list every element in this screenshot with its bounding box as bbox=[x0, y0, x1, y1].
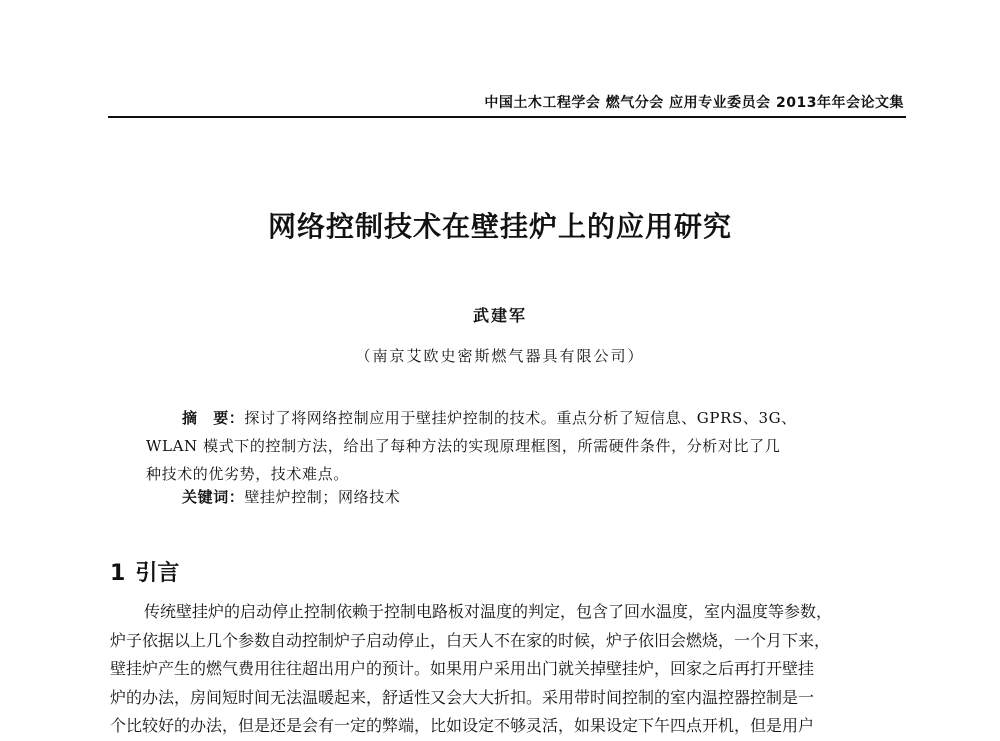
author-name: 武建军 bbox=[472, 306, 527, 325]
body-line: 个比较好的办法，但是还是会有一定的弊端，比如设定不够灵活，如果设定下午四点开机，但是用户 bbox=[110, 716, 815, 735]
abstract bbox=[146, 404, 886, 488]
paper-title: 网络控制技术在壁挂炉上的应用研究 bbox=[267, 210, 732, 243]
section-heading bbox=[110, 556, 179, 587]
header-rule bbox=[108, 116, 906, 118]
body-line: 炉子依据以上几个参数自动控制炉子启动停止，白天人不在家的时候，炉子依旧会燃烧，一个月下来， bbox=[110, 630, 831, 650]
abstract-label: 摘 要： bbox=[182, 409, 245, 427]
body-line: 炉的办法，房间短时间无法温暖起来，舒适性又会大大折扣。采用带时间控制的室内温控器控制是一 bbox=[110, 687, 815, 707]
keywords bbox=[182, 486, 400, 507]
section-title: 引言 bbox=[135, 561, 180, 586]
running-header: 中国土木工程学会 燃气分会 应用专业委员会 2013年年会论文集 bbox=[484, 95, 904, 111]
author-affiliation: （南京艾欧史密斯燃气器具有限公司） bbox=[355, 347, 645, 365]
abstract-line-2: WLAN 模式下的控制方法，给出了每种方法的实现原理框图，所需硬件条件，分析对比了几 bbox=[146, 437, 781, 455]
keywords-label: 关键词： bbox=[182, 488, 245, 506]
section-number: 1 bbox=[110, 561, 126, 586]
abstract-line-1 bbox=[146, 404, 886, 432]
abstract-text: 探讨了将网络控制应用于壁挂炉控制的技术。重点分析了短信息、GPRS、3G、 bbox=[244, 409, 797, 427]
body-line: 壁挂炉产生的燃气费用往往超出用户的预计。如果用户采用出门就关掉壁挂炉，回家之后再打开壁挂 bbox=[110, 659, 815, 678]
body-line: 传统壁挂炉的启动停止控制依赖于控制电路板对温度的判定，包含了回水温度，室内温度等参数， bbox=[144, 602, 833, 621]
body-paragraph bbox=[110, 598, 906, 741]
abstract-line-3: 种技术的优劣势，技术难点。 bbox=[146, 465, 349, 483]
keywords-text: 壁挂炉控制；网络技术 bbox=[244, 488, 401, 506]
